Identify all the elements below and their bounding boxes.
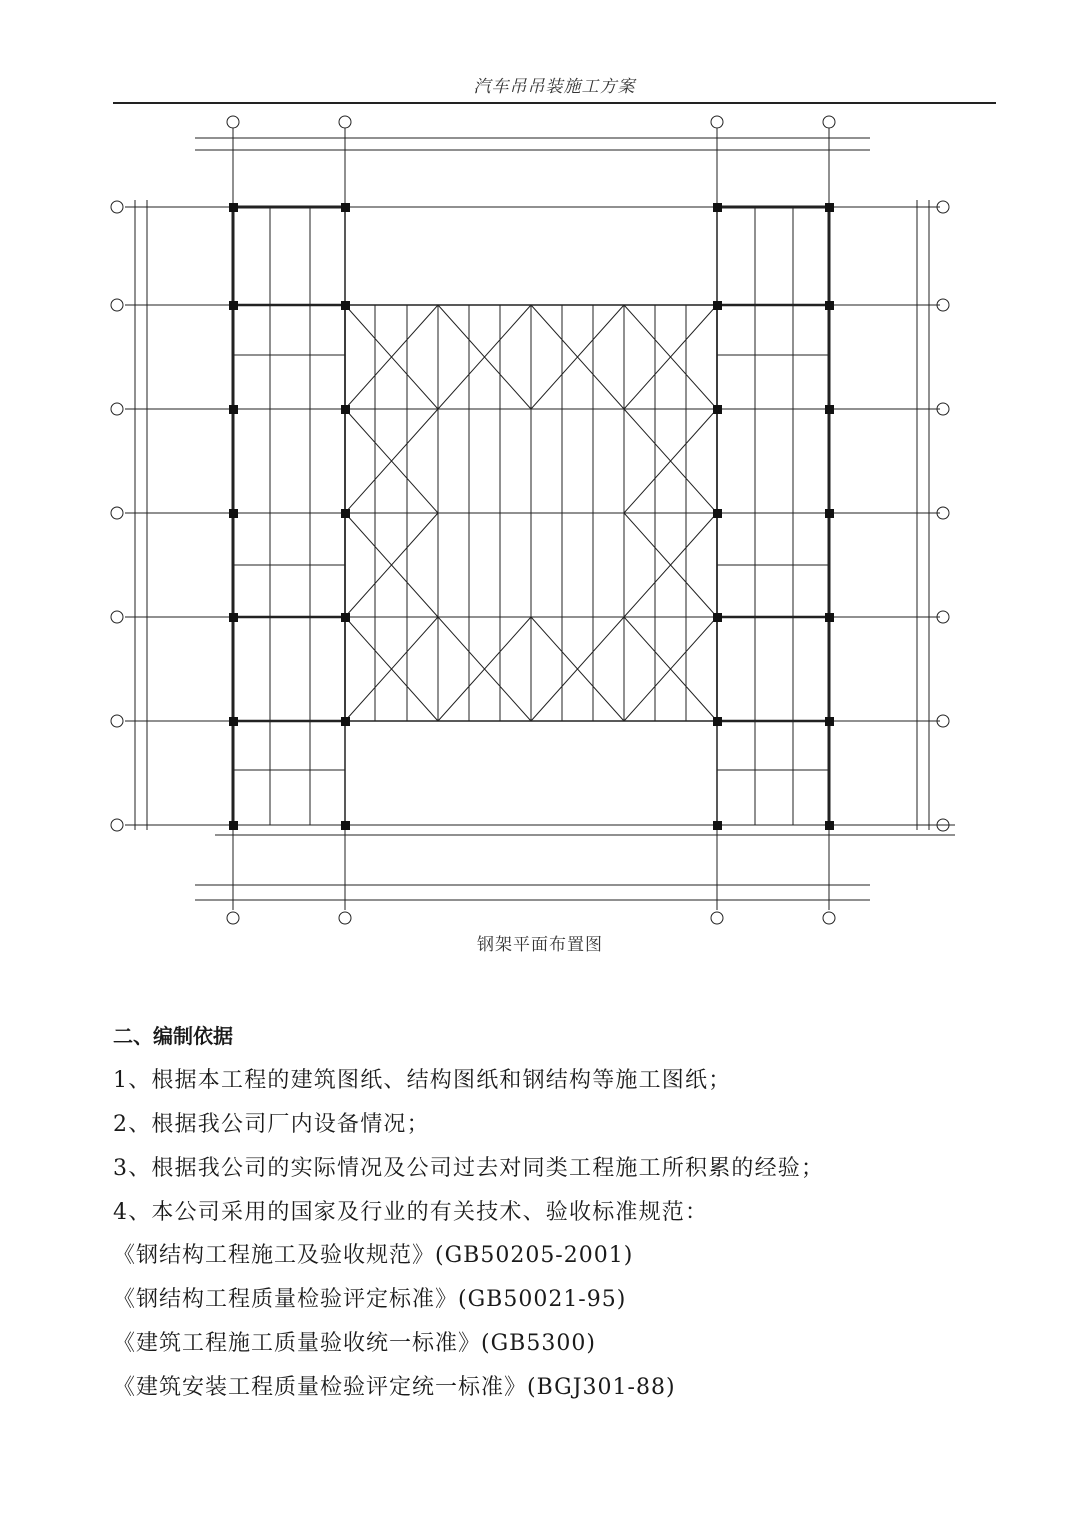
- standard-item-1: 《钢结构工程施工及验收规范》(GB50205-2001): [113, 1243, 634, 1268]
- figure-caption: 钢架平面布置图: [477, 935, 603, 955]
- steel-frame-plan-drawing: [105, 110, 960, 930]
- section-title: 二、编制依据: [113, 1024, 233, 1048]
- basis-item-1: 1、根据本工程的建筑图纸、结构图纸和钢结构等施工图纸；: [113, 1068, 732, 1093]
- standard-item-4: 《建筑安装工程质量检验评定统一标准》(BGJ301-88): [113, 1375, 676, 1400]
- standard-item-3: 《建筑工程施工质量验收统一标准》(GB5300): [113, 1331, 596, 1356]
- standard-item-2: 《钢结构工程质量检验评定标准》(GB50021-95): [113, 1287, 627, 1312]
- basis-item-2: 2、根据我公司厂内设备情况；: [113, 1112, 430, 1137]
- basis-item-3: 3、根据我公司的实际情况及公司过去对同类工程施工所积累的经验；: [113, 1156, 825, 1181]
- steel-frame-plan-svg: [105, 110, 960, 930]
- basis-item-4: 4、本公司采用的国家及行业的有关技术、验收标准规范：: [113, 1200, 709, 1225]
- page-header: 汽车吊吊装施工方案: [113, 72, 996, 104]
